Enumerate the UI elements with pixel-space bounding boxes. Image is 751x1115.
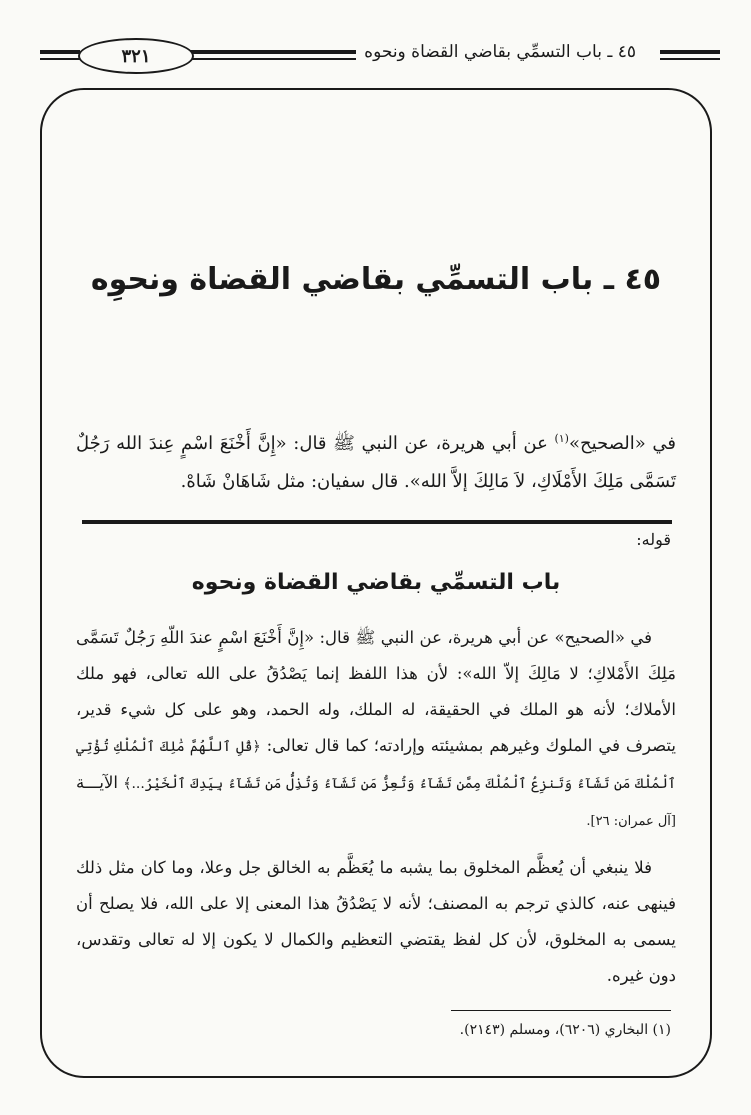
header-rule-middle xyxy=(190,50,370,54)
commentary-subtitle: باب التسمِّي بقاضي القضاة ونحوه xyxy=(191,570,561,595)
intro-text-rest: عن أبي هريرة، عن النبي ﷺ قال: «إِنَّ أَخْنَعَ اسْمٍ عِندَ الله رَجُلٌ تَسَمَّى مَلِكَ الأَمْلَاكِ، لاَ مَالِكَ إلاَّ الله». قال سفيان: مثل شَاهَانْ شَاهْ. xyxy=(76,433,676,492)
footnote: (١) البخاري (٦٢٠٦)، ومسلم (٢١٤٣). xyxy=(459,1022,671,1038)
commentary-label: قوله: xyxy=(636,530,671,549)
chapter-title: ٤٥ ـ باب التسمِّي بقاضي القضاة ونحوِه xyxy=(90,262,662,297)
commentary-paragraph-1 xyxy=(76,620,676,840)
footnote-marker: (١) xyxy=(554,432,569,445)
commentary-paragraph-2: فلا ينبغي أن يُعظَّم المخلوق بما يشبه ما يُعَظَّم به الخالق جل وعلا، وما كان مثل ذلك فينهى عنه، كالذي ترجم به المصنف؛ لأنه لا يَصْدُقُ هذا المعنى إلا على الله، فلا يصلح أن يسمى به المخلوق، لأن كل لفظ يقتضي التعظيم والكمال لا يكون إلا له تعالى وتقدس، دون غيره. xyxy=(76,858,676,985)
hadith-intro xyxy=(76,420,676,501)
running-title: ٤٥ ـ باب التسمِّي بقاضي القضاة ونحوه xyxy=(356,42,644,62)
verse-reference: [آل عمران: ٢٦]. xyxy=(586,814,676,829)
page-header xyxy=(40,38,720,78)
paragraph-1-text: في «الصحيح» عن أبي هريرة، عن النبي ﷺ قال: «إِنَّ أَخْنَعَ اسْمٍ عندَ اللّهِ رَجُلٌ تَسَمَّى مَلِكَ الأَمْلاكِ؛ لا مَالِكَ إلاّ الله»: لأن هذا اللفظ إنما يَصْدُقُ على الله تعالى، فهو ملك الأملاك؛ لأنه هو الملك في الحقيقة، له الملك، وله الحمد، وهو على كل شيء قدير، يتصرف في الملوك وغيرهم بمشيئته وإرادته؛ كما قال تعالى: xyxy=(76,628,677,755)
header-rule-right xyxy=(660,50,720,54)
header-rule-left-thin xyxy=(40,58,80,60)
section-divider xyxy=(82,520,672,524)
footnote-separator xyxy=(451,1010,671,1011)
intro-text-start: في «الصحيح» xyxy=(568,433,676,454)
header-rule-middle-thin xyxy=(190,58,370,60)
page-number: ٣٢١ xyxy=(78,38,194,74)
header-rule-left xyxy=(40,50,80,54)
header-rule-right-thin xyxy=(660,58,720,60)
verse-label: الآيـــة xyxy=(76,773,124,792)
commentary-body xyxy=(76,620,676,1004)
quran-verse: ﴿قُلِ ٱللَّهُمَّ مَٰلِكَ ٱلْمُلْكِ تُؤْتِي ٱلْمُلْكَ مَن تَشَآءُ وَتَنزِعُ ٱلْمُلْكَ مِمَّن تَشَآءُ وَتُعِزُّ مَن تَشَآءُ وَتُذِلُّ مَن تَشَآءُ بِيَدِكَ ٱلْخَيْرُ...﴾ xyxy=(76,739,676,792)
